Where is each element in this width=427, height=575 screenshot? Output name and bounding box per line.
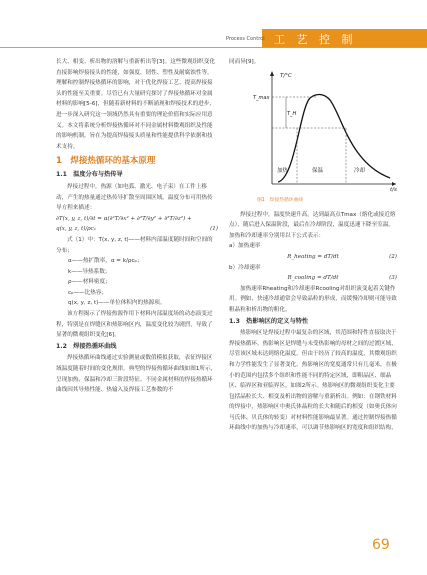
heating-label: 加热 [277, 168, 289, 174]
subsection-title-1-1: 1.1 温度分布与热传导 [56, 171, 123, 179]
equation-1-line-a: ∂T(x, y, z, t)/∂t = α(∂²T/∂x² + ∂²T/∂y² + ∂²T/∂z²) + [56, 215, 192, 222]
equation-2-number: (2) [389, 253, 397, 260]
header-title: 工 艺 控 制 [274, 33, 357, 46]
holding-label: 保温 [312, 168, 324, 174]
list-item: cₚ——比热容； [68, 289, 108, 296]
equation-2-body: R_heating = dT/dt [287, 253, 339, 260]
figure-caption: 图1 焊接热循环曲线 [257, 198, 304, 203]
paragraph-heat-conduction: 焊接过程中，热源（如电弧、激光、电子束）在工件上移动，产生的热量通过热传导扩散至周围区域。温度分布可用热传导方程来描述： [56, 183, 213, 212]
figure-spacer [229, 68, 397, 210]
list-item: ρ——材料密度； [68, 279, 111, 286]
equation-1-line-b [56, 224, 218, 235]
equation-3-number: (3) [389, 275, 397, 282]
x-axis-label: t/s [390, 187, 397, 192]
equation-3 [229, 273, 397, 284]
left-column [56, 57, 218, 396]
paragraph-equation-meaning: 该方程揭示了焊接热源作用下材料内部温度场的动态演变过程，特别是在焊缝区和热影响区内，温度变化较为剧烈，导致了显著的微观组织变化[6]。 [56, 311, 213, 339]
equation-3-body: R_cooling = dT/dt [287, 275, 339, 282]
paragraph-symbols: 式（1）中：T(x, y, z, t)——材料内部温度随时间和空间的分布； [56, 236, 213, 254]
paragraph-continuation: 同而异[9]。 [229, 59, 260, 65]
cooling-label: 冷却 [354, 168, 366, 174]
header-divider [0, 47, 427, 48]
paragraph-rates-effect: 加热速率Rheating和冷却速率Rcooling对组织演变起着关键作用。例如，快速冷却通常会导致晶粒的形成，而缓慢冷却则可能导致粗晶粒和析出物的粗化。 [229, 285, 397, 313]
paragraph-thermal-cycle: 焊接热循环曲线通过实验测量或数值模拟获取，表征焊接区域温度随着时间的变化规律。典型的焊接热循环曲线如图1所示，呈现加热、保温和冷却三阶段特征。不同金属材料的焊接热循环曲线因其导热性能、热输入及焊接工艺参数的不 [56, 355, 217, 394]
tmax-label: T_max [253, 95, 270, 101]
th-label: T_H [287, 111, 297, 117]
list-item-heating-rate: a）加热速率 [229, 243, 261, 250]
subsection-title-1-3: 1.3 热影响区的定义与特性 [229, 317, 309, 325]
y-axis-label: T/°C [280, 73, 292, 79]
section-title: 1 焊接热循环的基本原理 [56, 156, 156, 167]
equation-1-term: q(x, y, z, t)/ρcₚ [56, 226, 96, 233]
intro-paragraph: 长大、相变、析出物的溶解与重新析出等[3]。这些微观组织变化直接影响焊接接头的性能，如强度、韧性、塑性及耐腐蚀性等。理解和控制焊接热循环的影响，对于优化焊接工艺、提高焊接接头的性能至关重要。尽管已有大量研究探讨了焊接热循环对金属材料的影响[5-6]，但随着新材料的不断涌现和焊接技术的进步，进一步深入研究这一领域仍然具有重要的理论价值和实际应用意义。本文将系统分析焊接热循环对不同金属材料微观组织及性能的影响机制，旨在为提高焊接接头质量和性能提供科学依据和技术支持。 [56, 59, 215, 150]
subsection-title-1-2: 1.2 焊接热循环曲线 [56, 342, 117, 350]
paragraph-haz: 热影响区是焊接过程中最复杂的区域，其范围和特性直接取决于焊接热循环。热影响区是焊缝与未受热影响的母材之间的过渡区域，尽管该区域未达到熔化温度，但由于经历了较高的温度，其微观组织和力学性能发生了显著变化。热影响区的宽度通常只有几毫米，在极小的范围内包括多个组织和性能不同的特定区域，即粗晶区、细晶区、临界区和亚临界区，如图2所示。热影响区的微观组织变化主要包括晶粒长大、相变及析出物的溶解与重新析出。例如：在钢铁材料的焊接中，热影响区中奥氏体晶粒的长大和随后的相变（如奥氏体向马氏体、贝氏体的转变）对材料性能影响最显著。通过控制焊接热循环曲线中的加热与冷却速率，可以调节热影响区的宽度和组织结构， [229, 330, 397, 432]
right-column [229, 57, 397, 434]
list-item: α——热扩散率，α = k/ρcₚ； [68, 258, 143, 265]
list-item: k——导热系数； [68, 268, 111, 275]
list-item-cooling-rate: b）冷却速率 [229, 264, 261, 271]
paragraph-heating-cooling: 焊接过程中，温度快速升高，达到最高点Tmax（熔化或接近熔点），随后进入保温阶段，最后在冷却阶段，温度迅速下降至室温。加热和冷却速率分别用以下公式表示： [229, 211, 396, 239]
equation-1-number: (1) [210, 226, 218, 233]
header-subtitle: Process Control [226, 36, 265, 42]
equation-2 [229, 252, 397, 263]
symbol-list [56, 256, 218, 309]
page-number: 69 [372, 537, 390, 553]
list-item: q(x, y, z, t)——单位体积内的热源项。 [68, 300, 166, 307]
